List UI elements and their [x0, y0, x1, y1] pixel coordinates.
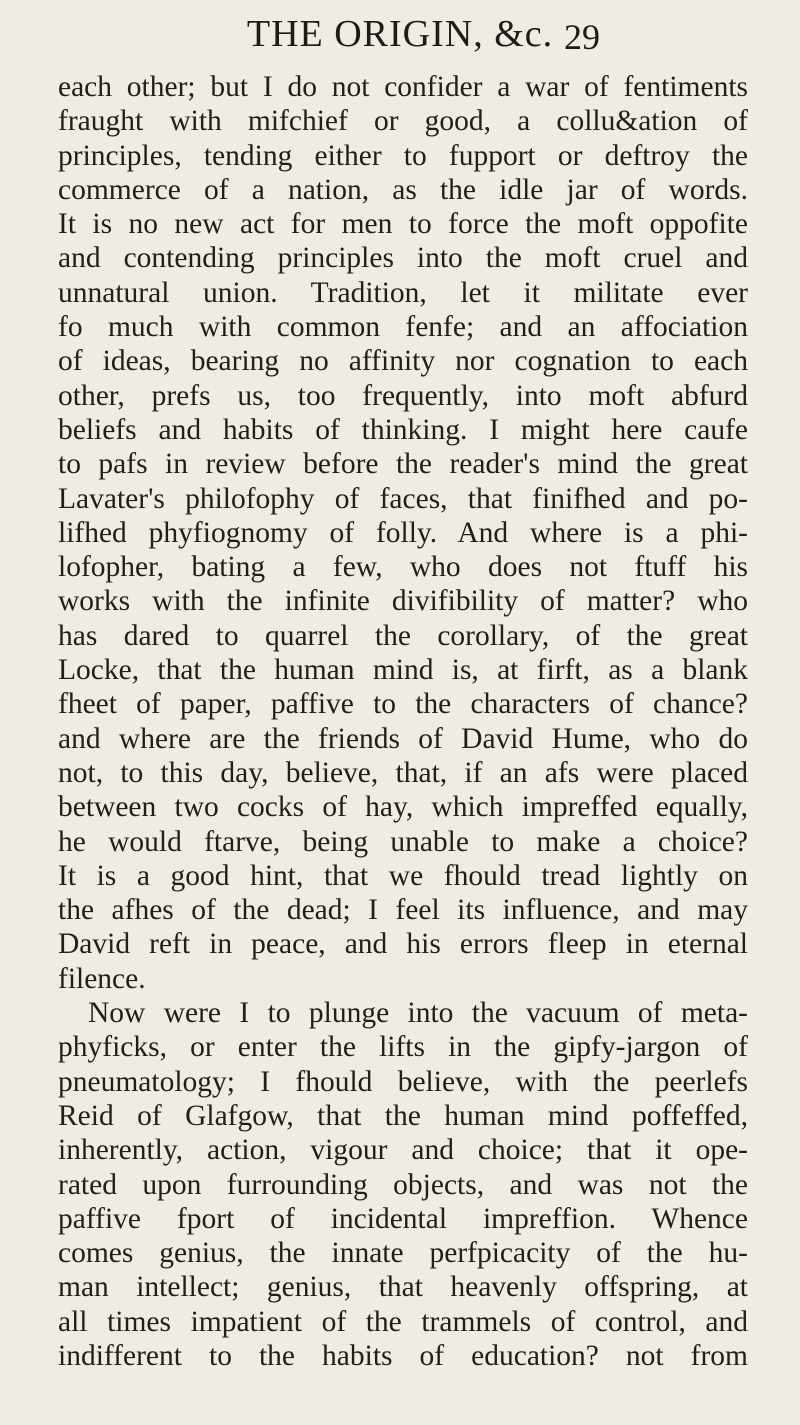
text-line: Locke, that the human mind is, at firft, as a blank: [58, 654, 748, 687]
text-line: he would ftarve, being unable to make a choice?: [58, 825, 748, 858]
text-line: lifhed phyfiognomy of folly. And where is a phi-: [58, 516, 748, 549]
text-line: has dared to quarrel the corollary, of the great: [58, 619, 748, 652]
text-line: filence.: [58, 962, 146, 995]
text-line: between two cocks of hay, which impreffed equally,: [58, 791, 748, 824]
text-line: and where are the friends of David Hume, who do: [58, 722, 748, 755]
text-line: to pafs in review before the reader's mind the great: [58, 448, 748, 481]
text-line: beliefs and habits of thinking. I might here caufe: [58, 413, 748, 446]
text-line: fraught with mifchief or good, a collu&ation of: [58, 105, 748, 138]
text-line: and contending principles into the moft cruel and: [58, 242, 748, 275]
running-head-title: THE ORIGIN, &c.: [246, 13, 554, 55]
text-line: David reft in peace, and his errors fleep in eternal: [58, 928, 748, 961]
text-line: inherently, action, vigour and choice; that it ope-: [58, 1134, 748, 1167]
text-line: Now were I to plunge into the vacuum of meta-: [88, 997, 748, 1030]
text-line: pneumatology; I fhould believe, with the peerlefs: [58, 1065, 748, 1098]
text-line: fheet of paper, paffive to the characters of chance?: [58, 688, 748, 721]
text-line: the afhes of the dead; I feel its influence, and may: [58, 894, 748, 927]
text-line: principles, tending either to fupport or deftroy the: [58, 139, 748, 172]
text-line: man intellect; genius, that heavenly offspring, at: [58, 1271, 748, 1304]
text-line: of ideas, bearing no affinity nor cognation to each: [58, 345, 748, 378]
text-line: works with the infinite divifibility of matter? who: [58, 585, 748, 618]
text-line: rated upon furrounding objects, and was not the: [58, 1168, 748, 1201]
text-line: all times impatient of the trammels of control, and: [58, 1305, 748, 1338]
text-line: commerce of a nation, as the idle jar of words.: [58, 173, 748, 206]
text-line: each other; but I do not confider a war of fentiments: [58, 71, 748, 103]
text-line: fo much with common fenfe; and an affociation: [58, 311, 748, 344]
text-line: phyficks, or enter the lifts in the gipfy-jargon of: [58, 1031, 748, 1064]
text-line: unnatural union. Tradition, let it militate ever: [58, 276, 748, 309]
text-line: indifferent to the habits of education? not from: [58, 1339, 748, 1372]
text-line: not, to this day, believe, that, if an afs were placed: [58, 756, 748, 789]
text-line: Reid of Glafgow, that the human mind poffeffed,: [58, 1099, 748, 1132]
text-line: It is no new act for men to force the moft oppofite: [58, 208, 748, 241]
body-text: [58, 70, 748, 1373]
text-line: paffive fport of incidental impreffion. Whence: [58, 1202, 748, 1235]
running-head: [0, 6, 800, 58]
text-line: It is a good hint, that we fhould tread lightly on: [58, 859, 748, 892]
text-line: comes genius, the innate perfpicacity of the hu-: [58, 1237, 748, 1270]
text-line: other, prefs us, too frequently, into moft abfurd: [58, 379, 748, 412]
text-line: lofopher, bating a few, who does not ftuff his: [58, 551, 748, 584]
page-number: 29: [564, 17, 600, 57]
text-line: Lavater's philofophy of faces, that finifhed and po-: [58, 482, 748, 515]
